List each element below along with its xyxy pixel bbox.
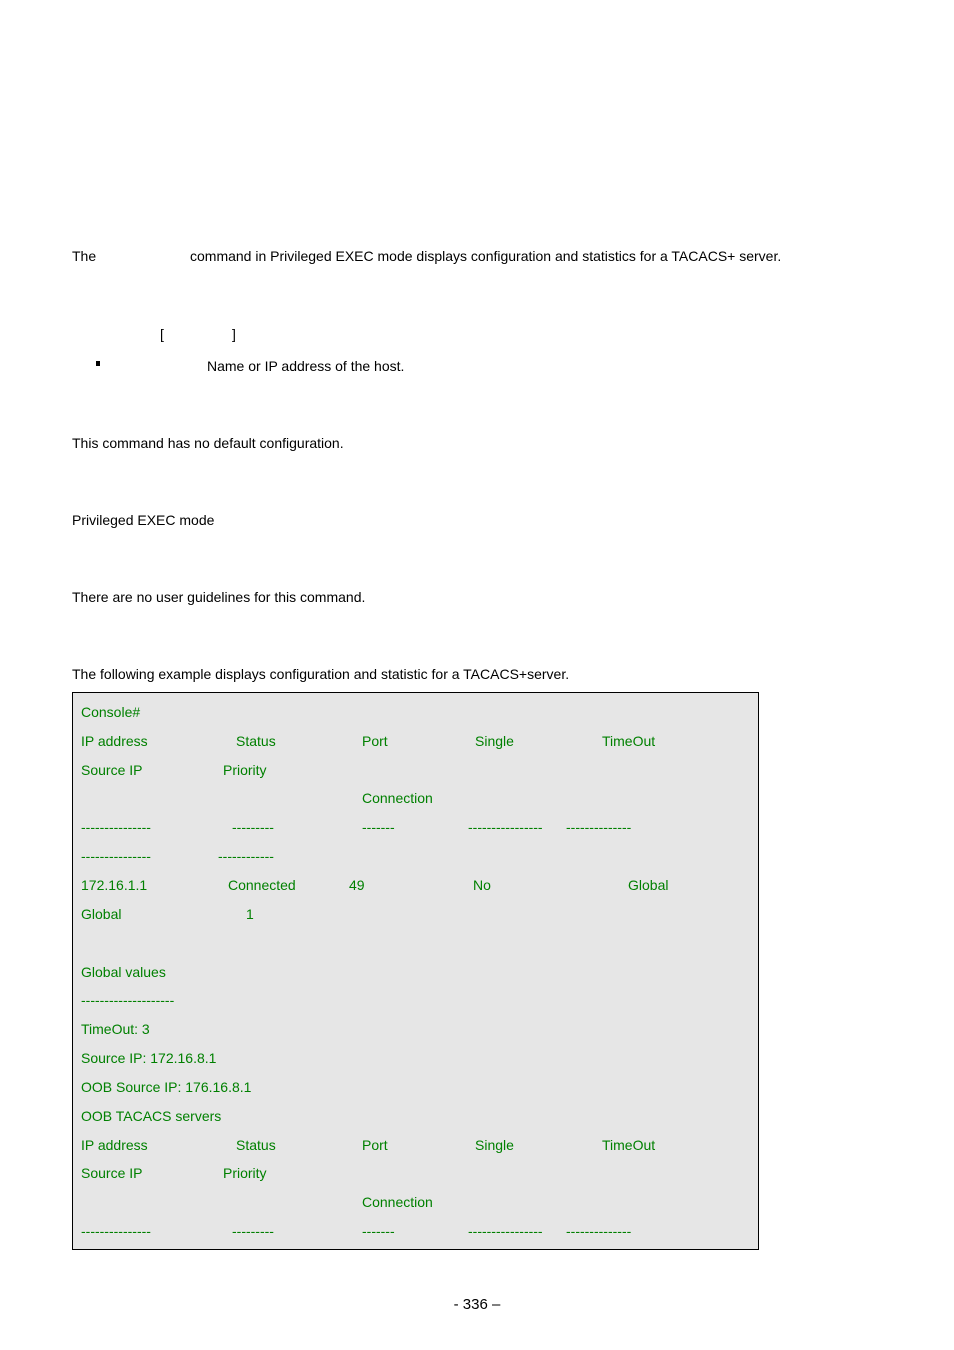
- dashes-timeout: --------------: [566, 819, 632, 835]
- oob-header-single: Single: [475, 1137, 514, 1153]
- dashes-priority: ------------: [218, 848, 274, 864]
- row-timeout: Global: [628, 877, 669, 893]
- oob-header-source-ip: Source IP: [81, 1165, 143, 1181]
- dashes-single: ----------------: [468, 819, 543, 835]
- default-configuration-text: This command has no default configuration.: [72, 435, 344, 451]
- global-values-title: Global values: [81, 964, 166, 980]
- oob-header-timeout: TimeOut: [602, 1137, 656, 1153]
- oob-header-ip-address: IP address: [81, 1137, 148, 1153]
- header-ip-address: IP address: [81, 733, 148, 749]
- global-values-dashes: --------------------: [81, 992, 175, 1008]
- dashes-port: -------: [362, 819, 395, 835]
- oob-dashes-ip-address: ---------------: [81, 1223, 151, 1239]
- console-example-box: [72, 692, 759, 1250]
- header-single: Single: [475, 733, 514, 749]
- bullet-icon: [96, 361, 100, 366]
- row-status: Connected: [228, 877, 296, 893]
- header-port: Port: [362, 733, 388, 749]
- dashes-ip-address: ---------------: [81, 819, 151, 835]
- oob-dashes-single: ----------------: [468, 1223, 543, 1239]
- dashes-status: ---------: [232, 819, 274, 835]
- oob-servers-title: OOB TACACS servers: [81, 1108, 222, 1124]
- oob-header-priority: Priority: [223, 1165, 267, 1181]
- oob-header-status: Status: [236, 1137, 276, 1153]
- description-text: command in Privileged EXEC mode displays configuration and statistics for a TACACS+ server.: [190, 248, 782, 264]
- row-ip-address: 172.16.1.1: [81, 877, 148, 893]
- header-source-ip: Source IP: [81, 762, 143, 778]
- dashes-source-ip: ---------------: [81, 848, 151, 864]
- global-timeout: TimeOut: 3: [81, 1021, 150, 1037]
- user-guidelines-text: There are no user guidelines for this command.: [72, 589, 366, 605]
- example-intro-text: The following example displays configuration and statistic for a TACACS+server.: [72, 666, 570, 682]
- oob-dashes-port: -------: [362, 1223, 395, 1239]
- syntax-close-bracket: ]: [232, 326, 236, 342]
- row-priority: 1: [246, 906, 254, 922]
- page-number: - 336 –: [453, 1296, 501, 1313]
- oob-dashes-timeout: --------------: [566, 1223, 632, 1239]
- global-source-ip: Source IP: 172.16.8.1: [81, 1050, 217, 1066]
- row-single: No: [473, 877, 491, 893]
- header-status: Status: [236, 733, 276, 749]
- oob-header-port: Port: [362, 1137, 388, 1153]
- command-mode-text: Privileged EXEC mode: [72, 512, 215, 528]
- header-connection: Connection: [362, 790, 433, 806]
- description-lead: The: [72, 248, 97, 264]
- oob-header-connection: Connection: [362, 1194, 433, 1210]
- row-port: 49: [349, 877, 365, 893]
- header-timeout: TimeOut: [602, 733, 656, 749]
- console-prompt: Console#: [81, 704, 141, 720]
- oob-source-ip: OOB Source IP: 176.16.8.1: [81, 1079, 252, 1095]
- row-source-ip: Global: [81, 906, 122, 922]
- syntax-open-bracket: [: [160, 326, 164, 342]
- oob-dashes-status: ---------: [232, 1223, 274, 1239]
- parameter-description: Name or IP address of the host.: [207, 358, 405, 374]
- header-priority: Priority: [223, 762, 267, 778]
